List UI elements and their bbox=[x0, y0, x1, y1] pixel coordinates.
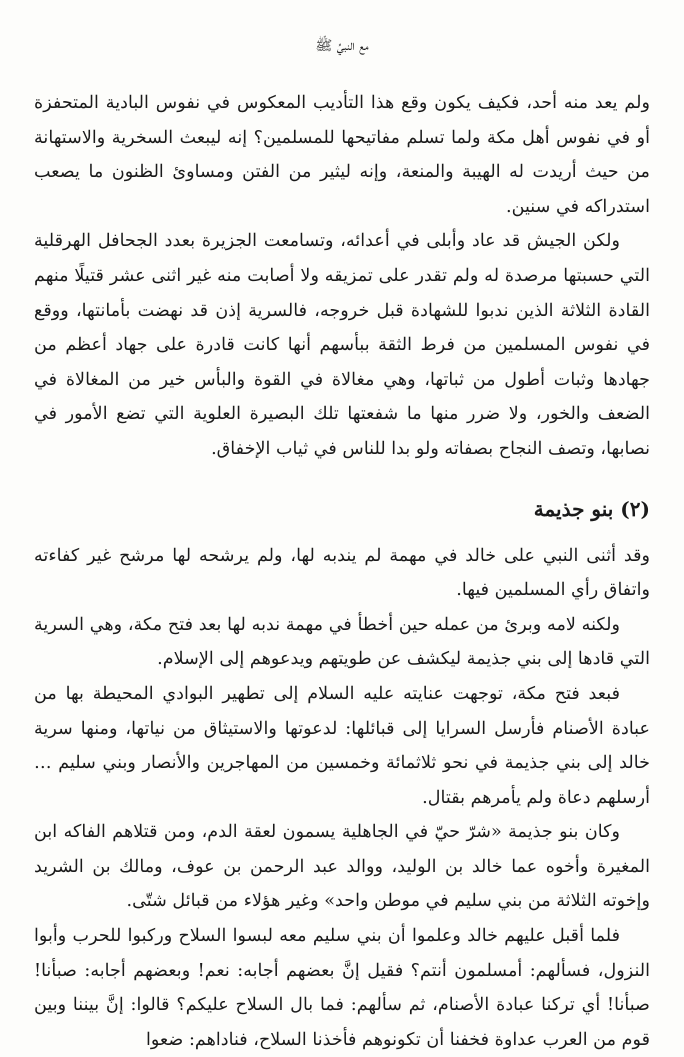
paragraph: فبعد فتح مكة، توجهت عنايته عليه السلام إلى تطهير البوادي المحيطة بها من عبادة الأصنام فأرسل السرايا إلى قبائلها: لدعوتها والاستيثاق من نياتها، ومنها سرية خالد إلى بني جذيمة في نحو ثلاثمائة وخمسين من المهاجرين والأنصار وبني سليم … أرسلهم دعاة ولم يأمرهم بقتال. bbox=[34, 683, 650, 808]
running-header: مع النبيِّ ﷺ bbox=[315, 38, 369, 54]
paragraph: فلما أقبل عليهم خالد وعلموا أن بني سليم معه لبسوا السلاح وركبوا للحرب وأبوا النزول، فسألهم: أمسلمون أنتم؟ فقيل إنَّ بعضهم أجابه: نعم! وبعضهم أجابه: صبأنا! صبأنا! أي تركنا عبادة الأصنام، ثم سألهم: فما بال السلاح عليكم؟ قالوا: إنَّ بيننا وبين قوم من العرب عداوة فخفنا أن تكونوهم فأخذنا السلاح، فناداهم: ضعوا bbox=[34, 926, 650, 1050]
paragraph: ولم يعد منه أحد، فكيف يكون وقع هذا التأديب المعكوس في نفوس البادية المتحفزة أو في نفوس أهل مكة ولما تسلم مفاتيحها للمسلمين؟ إنه ليبعث السخرية والاستهانة من حيث أريدت له الهيبة والمنعة، وإنه ليثير من الفتن ومساوئ الظنون ما يصعب استدراكه في سنين. bbox=[34, 93, 650, 217]
section-b-body bbox=[34, 539, 650, 1057]
paragraph: وكان بنو جذيمة «شرّ حيّ في الجاهلية يسمون لعقة الدم، ومن قتلاهم الفاكه ابن المغيرة وأخوه عما خالد بن الوليد، ووالد عبد الرحمن بن عوف، ومالك بن الشريد وإخوته الثلاثة من بني سليم في موطن واحد» وغير هؤلاء من قبائل شتّى. bbox=[34, 822, 650, 912]
paragraph: ولكن الجيش قد عاد وأبلى في أعدائه، وتسامعت الجزيرة بعدد الجحافل الهرقلية التي حسبتها مرصدة له ولم تقدر على تمزيقه ولا أصابت منه غير اثنى عشر قتيلًا منهم القادة الثلاثة الذين ندبوا للشهادة قبل خروجه، فالسرية إذن قد نهضت بأمانتها، ووقع في نفوس المسلمين من فرط الثقة ببأسهم أنها كانت قادرة على جهاد أعظم من جهادها وثبات أطول من ثباتها، وهي مغالاة في القوة والبأس خير من المغالاة في الضعف والخور، ولا ضرر منها ما شفعتها تلك البصيرة العلوية التي تضع الأمور في نصابها، وتصف النجاح بصفاته ولو بدا للناس في ثياب الإخفاق. bbox=[34, 231, 650, 459]
paragraph: ولكنه لامه وبرئ من عمله حين أخطأ في مهمة ندبه لها بعد فتح مكة، وهي السرية التي قادها إلى بني جذيمة ليكشف عن طويتهم ويدعوهم إلى الإسلام. bbox=[34, 614, 650, 670]
section-a-body bbox=[34, 86, 650, 467]
paragraph: وقد أثنى النبي على خالد في مهمة لم يندبه لها، ولم يرشحه لها مرشح غير كفاءته واتفاق رأي المسلمين فيها. bbox=[34, 545, 650, 601]
section-heading: (٢) بنو جذيمة bbox=[533, 496, 650, 521]
